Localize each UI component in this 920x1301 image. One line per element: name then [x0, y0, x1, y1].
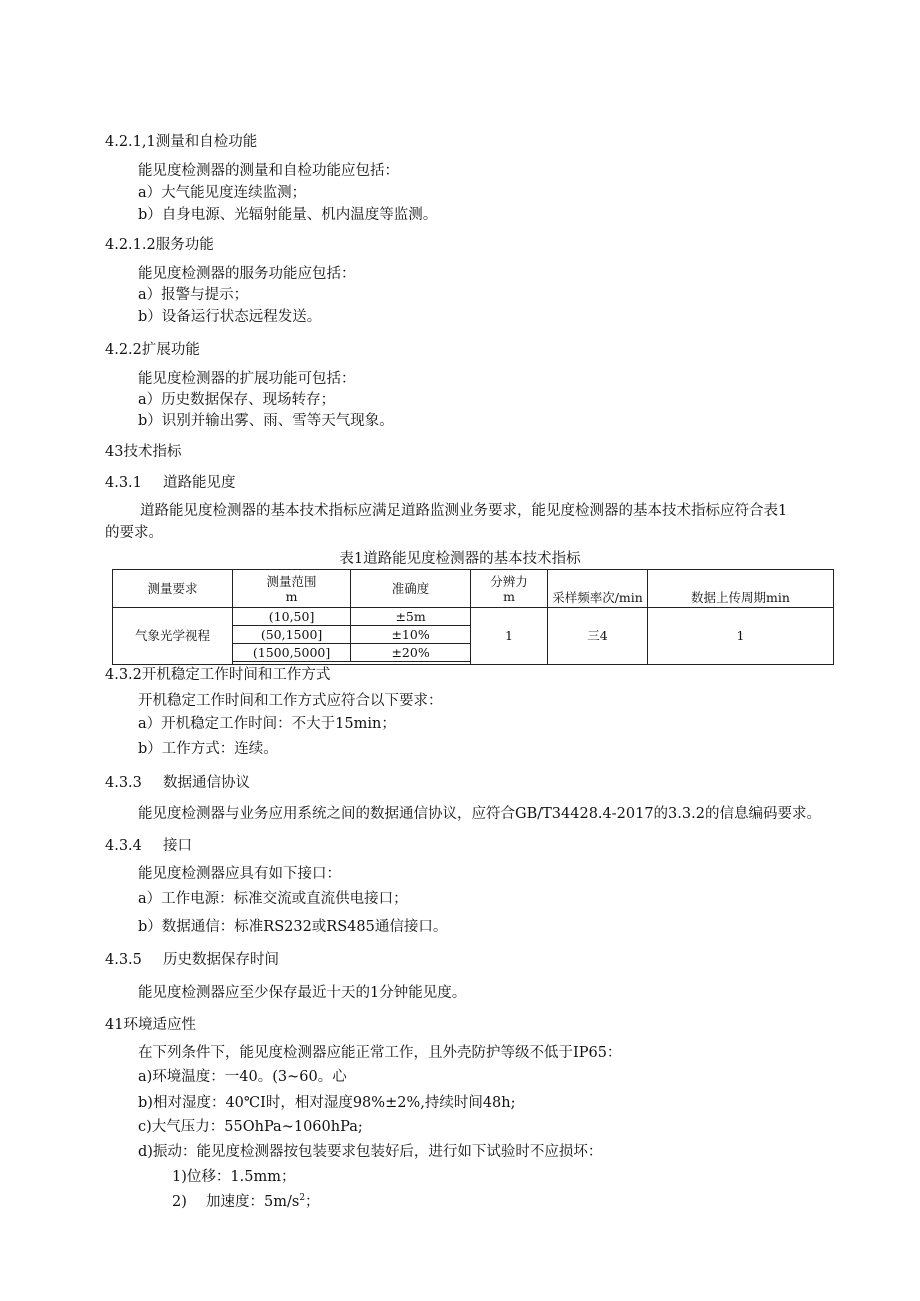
section-431-heading: [105, 473, 236, 493]
section-4212-title: 4.2.1.2服务功能: [105, 237, 214, 253]
range-row-1: [233, 608, 470, 625]
section-4211-item-a: a）大气能见度连续监测；: [138, 185, 307, 201]
section-432-intro: 开机稳定工作时间和工作方式应符合以下要求：: [138, 693, 443, 709]
cell-range-accuracy-group: [233, 608, 471, 665]
section-4212-intro: 能见度检测器的服务功能应包括：: [138, 266, 356, 282]
header-resolution-label: 分辨力: [490, 573, 528, 589]
section-433-number: 4.3.3: [105, 775, 142, 791]
section-433-title: 数据通信协议: [163, 775, 250, 791]
range-accuracy-subtable: [233, 608, 470, 662]
spec-table: [112, 569, 834, 665]
section-44-item-d2: [172, 1192, 320, 1212]
cell-accuracy-3: ±20%: [351, 643, 470, 661]
table-data-row: [113, 608, 834, 665]
section-44-item-d2-end: ；: [305, 1194, 320, 1210]
section-431-number: 4.3.1: [105, 475, 142, 491]
header-resolution-unit: m: [503, 588, 515, 604]
section-434-item-b: b）数据通信：标准RS232或RS485通信接口。: [138, 919, 448, 935]
section-431-paragraph-line2: 的要求。: [105, 525, 163, 541]
range-row-2: [233, 625, 470, 643]
cell-range-2: (50,1500]: [233, 625, 351, 643]
header-upload: 数据上传周期min: [648, 570, 834, 608]
section-4211-title: 4.2.1,1测量和自检功能: [105, 134, 258, 150]
section-44-item-c: c)大气压力：55OhPa~1060hPa;: [138, 1119, 363, 1135]
section-44-item-d2-number: 2): [172, 1194, 187, 1210]
section-431-title: 道路能见度: [163, 475, 236, 491]
cell-range-1: (10,50]: [233, 608, 351, 625]
section-435-number: 4.3.5: [105, 952, 142, 968]
section-4212-item-a: a）报警与提示；: [138, 287, 249, 303]
header-range-label: 测量范围: [266, 573, 317, 589]
section-435-heading: [105, 950, 279, 970]
section-422-intro: 能见度检测器的扩展功能可包括：: [138, 371, 356, 387]
section-434-intro: 能见度检测器应具有如下接口：: [138, 866, 341, 882]
section-433-paragraph: 能见度检测器与业务应用系统之间的数据通信协议，应符合GB/T34428.4-2017的3.3.2的信息编码要求。: [138, 806, 821, 822]
section-4211-item-b: b）自身电源、光辐射能量、机内温度等监测。: [138, 207, 438, 223]
section-434-heading: [105, 836, 192, 856]
table-header-row: [113, 570, 834, 608]
cell-accuracy-1: ±5m: [351, 608, 470, 625]
section-432-title: 4.3.2开机稳定工作时间和工作方式: [105, 667, 331, 683]
range-row-3: [233, 643, 470, 661]
header-item: 测量要求: [113, 570, 233, 608]
section-44-item-d2-text: 加速度：5m/s: [206, 1194, 300, 1210]
header-accuracy: 准确度: [351, 570, 471, 608]
section-4211-intro: 能见度检测器的测量和自检功能应包括：: [138, 163, 399, 179]
cell-accuracy-2: ±10%: [351, 625, 470, 643]
header-range: [233, 570, 351, 608]
section-44-item-d2-superscript: 2: [299, 1193, 306, 1204]
section-431-paragraph-line1: 道路能见度检测器的基本技术指标应满足道路监测业务要求，能见度检测器的基本技术指标应符合表1: [140, 503, 788, 519]
section-434-item-a: a）工作电源：标准交流或直流供电接口；: [138, 891, 408, 907]
section-44-title: 41环境适应性: [105, 1017, 196, 1033]
cell-range-3: (1500,5000]: [233, 643, 351, 661]
section-434-title: 接口: [163, 838, 192, 854]
header-range-unit: m: [285, 588, 298, 604]
section-44-item-a: a)环境温度：一40。(3~60。心: [138, 1069, 347, 1085]
section-44-item-d: d)振动：能见度检测器按包装要求包装好后，进行如下试验时不应损坏：: [138, 1144, 603, 1160]
section-43-title: 43技术指标: [105, 444, 182, 460]
section-435-title: 历史数据保存时间: [163, 952, 279, 968]
section-422-item-a: a）历史数据保存、现场转存；: [138, 392, 336, 408]
cell-upload: 1: [648, 608, 834, 665]
section-432-item-a: a）开机稳定工作时间：不大于15min；: [138, 716, 396, 732]
section-422-title: 4.2.2扩展功能: [105, 342, 200, 358]
section-422-item-b: b）识别并输出雾、雨、雪等天气现象。: [138, 413, 394, 429]
section-432-item-b: b）工作方式：连续。: [138, 741, 278, 757]
section-435-paragraph: 能见度检测器应至少保存最近十天的1分钟能见度。: [138, 985, 467, 1001]
header-resolution: [471, 570, 548, 608]
section-44-item-b: b)相对湿度：40℃I时，相对湿度98%±2%,持续时间48h;: [138, 1095, 516, 1111]
section-44-item-d1: 1)位移：1.5mm；: [172, 1169, 296, 1185]
table-caption: 表1道路能见度检测器的基本技术指标: [339, 551, 581, 567]
section-433-heading: [105, 773, 250, 793]
header-sampling: 采样频率次/min: [548, 570, 648, 608]
section-4212-item-b: b）设备运行状态远程发送。: [138, 309, 322, 325]
cell-item: 气象光学视程: [113, 608, 233, 665]
section-434-number: 4.3.4: [105, 838, 142, 854]
cell-resolution: 1: [471, 608, 548, 665]
section-44-intro: 在下列条件下，能见度检测器应能正常工作，且外壳防护等级不低于IP65：: [138, 1045, 622, 1061]
cell-sampling: 三4: [548, 608, 648, 665]
